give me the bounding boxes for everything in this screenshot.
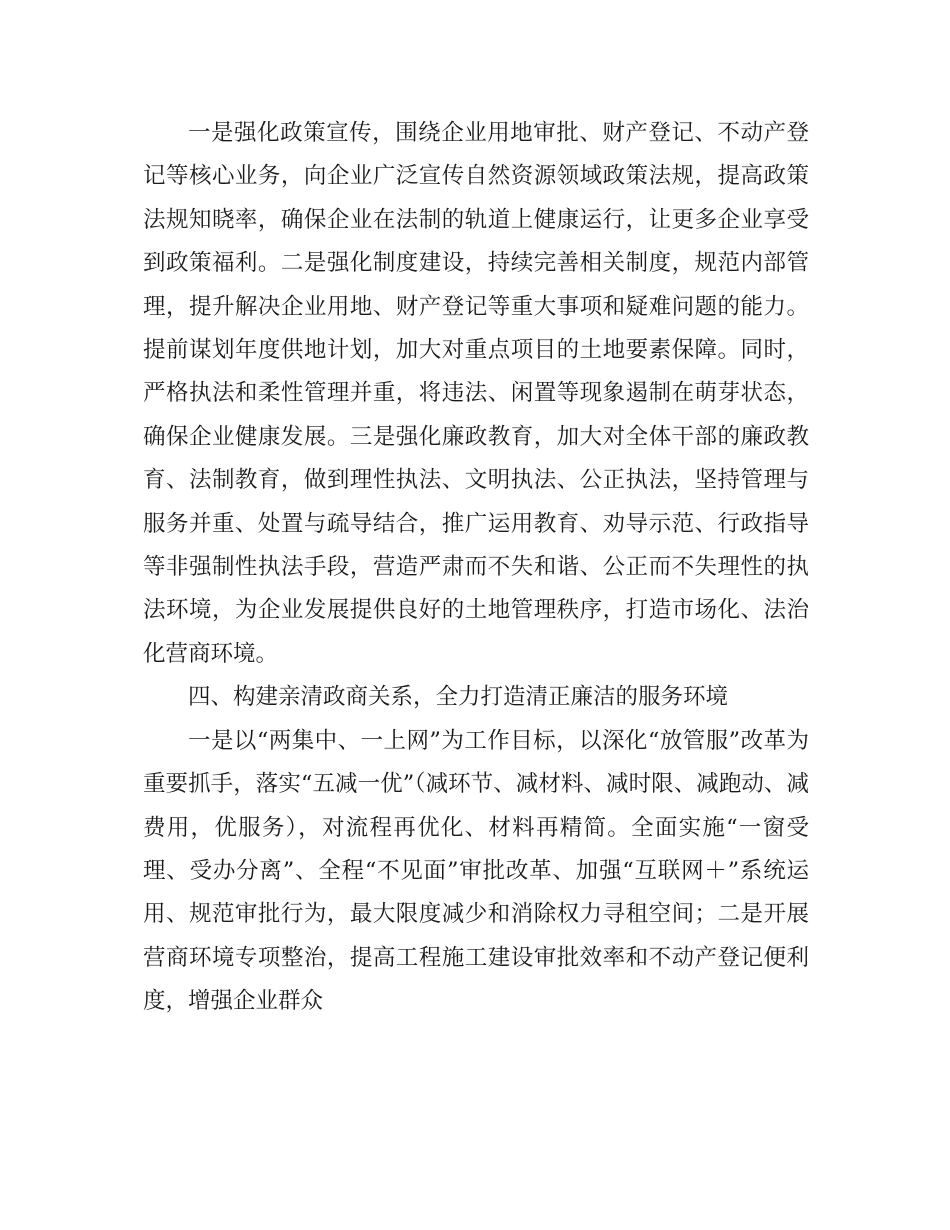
document-body bbox=[143, 112, 809, 1024]
body-paragraph: 一是强化政策宣传，围绕企业用地审批、财产登记、不动产登记等核心业务，向企业广泛宣传自然资源领域政策法规，提高政策法规知晓率，确保企业在法制的轨道上健康运行，让更多企业享受到政策福利。二是强化制度建设，持续完善相关制度，规范内部管理，提升解决企业用地、财产登记等重大事项和疑难问题的能力。提前谋划年度供地计划，加大对重点项目的土地要素保障。同时，严格执法和柔性管理并重，将违法、闲置等现象遏制在萌芽状态，确保企业健康发展。三是强化廉政教育，加大对全体干部的廉政教育、法制教育，做到理性执法、文明执法、公正执法，坚持管理与服务并重、处置与疏导结合，推广运用教育、劝导示范、行政指导等非强制性执法手段，营造严肃而不失和谐、公正而不失理性的执法环境，为企业发展提供良好的土地管理秩序，打造市场化、法治化营商环境。 bbox=[143, 120, 809, 667]
section-heading: 四、构建亲清政商关系，全力打造清正廉洁的服务环境 bbox=[188, 684, 729, 711]
body-paragraph: 一是以“两集中、一上网”为工作目标，以深化“放管服”改革为重要抓手，落实“五减一优”（减环节、减材料、减时限、减跑动、减费用，优服务），对流程再优化、材料再精简。全面实施“一窗受理、受办分离”、全程“不见面”审批改革、加强“互联网＋”系统运用、规范审批行为，最大限度减少和消除权力寻租空间；二是开展营商环境专项整治，提高工程施工建设审批效率和不动产登记便利度，增强企业群众 bbox=[143, 727, 809, 1015]
